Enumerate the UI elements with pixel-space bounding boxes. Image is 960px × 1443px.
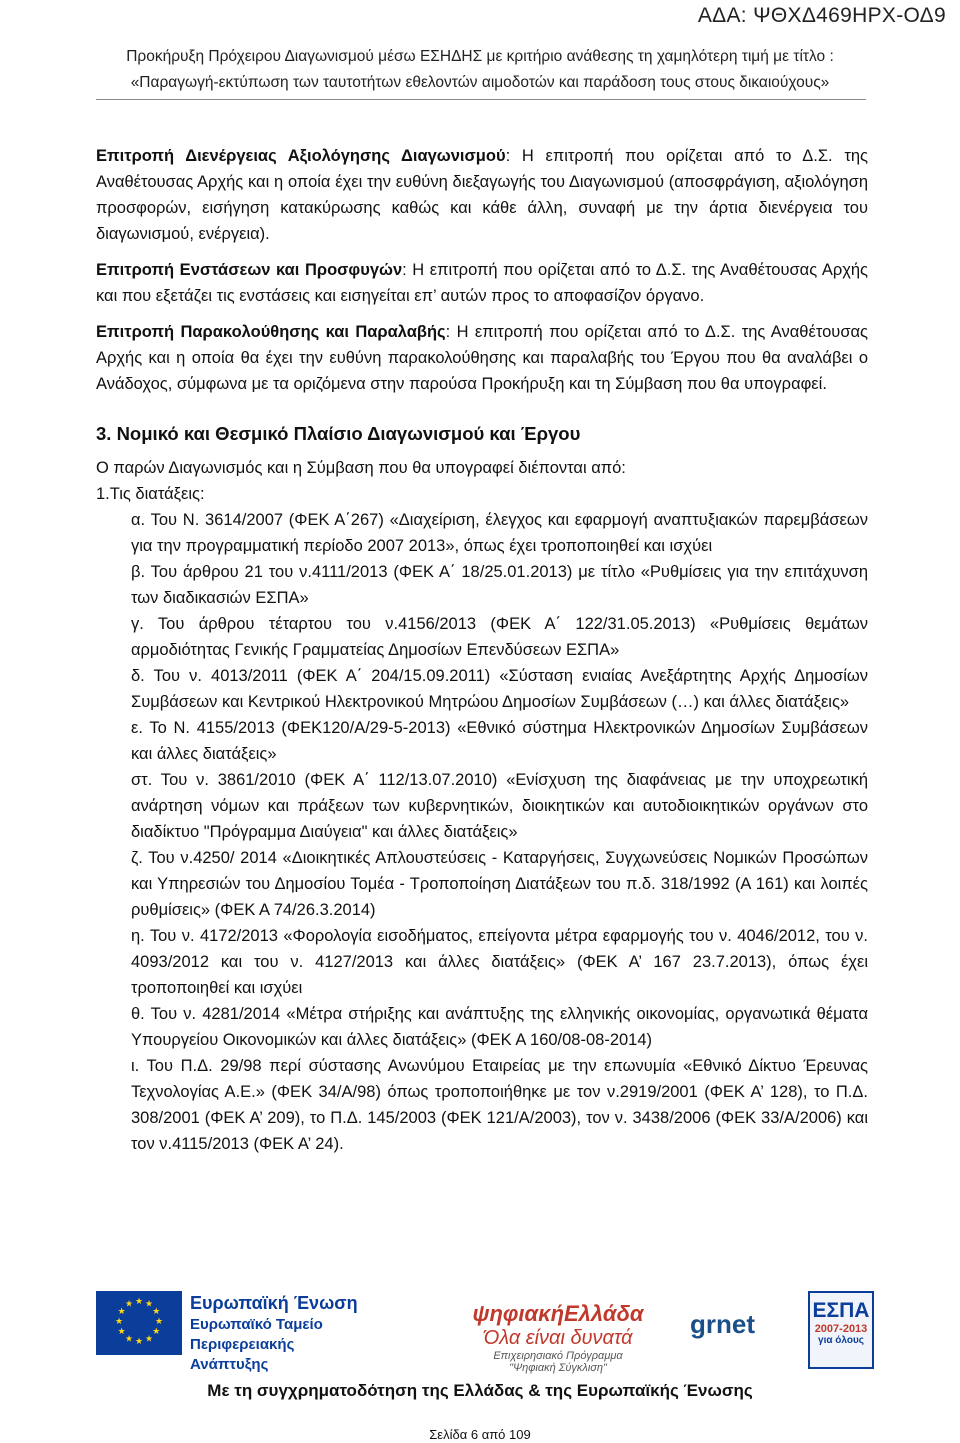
espa-title: ΕΣΠΑ — [812, 1299, 870, 1322]
sublist-title: 1.Τις διατάξεις: — [96, 485, 205, 503]
ada-code: ΑΔΑ: ΨΘΧΔ469ΗΡΧ-ΟΔ9 — [697, 4, 946, 27]
committee-text: : Η επιτροπή που ορίζεται από το Δ.Σ. της Αναθέτουσας Αρχής και η οποία έχει την ευθύνη διεξαγωγής του Διαγωνισμού (αποσφράγιση, αξιολόγηση προσφορών, εισήγηση κατακύρωσης καθώς και κάθε άλλη, συναφή με την άρτια διενέργεια του διαγωνισμού, ενέργεια). — [96, 147, 869, 243]
svg-text:★: ★ — [144, 1334, 154, 1345]
list-item: α. Του Ν. 3614/2007 (ΦΕΚ Α΄267) «Διαχείριση, έλεγχος και εφαρμογή αναπτυξιακών παρεμβάσεων για την προγραμματική περίοδο 2007 2013», όπως έχει τροποποιηθεί και ισχύει — [131, 511, 868, 555]
digital-program-name: "Ψηφιακή Σύγκλιση" — [509, 1362, 607, 1374]
svg-text:★: ★ — [124, 1299, 134, 1310]
digital-slogan: Όλα είναι δυνατά — [483, 1327, 633, 1349]
committee-text: : Η επιτροπή που ορίζεται από το Δ.Σ. της Αναθέτουσας Αρχής και η οποία θα έχει την ευθύνη παρακολούθησης και παραλαβής του Έργου που θα αναλάβει ο Ανάδοχος, σύμφωνα με τα οριζόμενα στην παρούσα Προκήρυξη και τη Σύμβαση που θα υπογραφεί. — [96, 323, 868, 393]
committee-title: Επιτροπή Παρακολούθησης και Παραλαβής — [96, 323, 446, 341]
svg-text:★: ★ — [134, 1297, 144, 1307]
list-item: δ. Του ν. 4013/2011 (ΦΕΚ Α΄ 204/15.09.2011) «Σύσταση ενιαίας Ανεξάρτητης Αρχής Δημοσίων Συμβάσεων και Κεντρικού Ηλεκτρονικού Μητρώου Δημοσίων Συμβάσεων (…) και άλλες διατάξεις» — [131, 667, 868, 711]
list-item: η. Του ν. 4172/2013 «Φορολογία εισοδήματος, επείγοντα μέτρα εφαρμογής του ν. 4046/2012, του ν. 4093/2012 και του ν. 4127/2013 και άλλες διατάξεις» (ΦΕΚ Α’ 167 23.7.2013), όπως έχει τροποποιηθεί και ισχύει — [131, 927, 868, 997]
eu-logo-text — [190, 1293, 358, 1375]
list-item: στ. Του ν. 3861/2010 (ΦΕΚ Α΄ 112/13.07.2010) «Ενίσχυση της διαφάνειας με την υποχρεωτική ανάρτηση νόμων και πράξεων των κυβερνητικών, διοικητικών και αυτοδιοικητικών οργάνων στο διαδίκτυο "Πρόγραμμα Διαύγεια" και άλλες διατάξεις» — [131, 771, 868, 841]
list-item: ζ. Του ν.4250/ 2014 «Διοικητικές Απλουστεύσεις - Καταργήσεις, Συγχωνεύσεις Νομικών Προσώπων και Υπηρεσιών του Δημοσίου Τομέα - Τροποποίηση Διατάξεων του π.δ. 318/1992 (Α 161) και λοιπές ρυθμίσεις» (ΦΕΚ Α 74/26.3.2014) — [131, 849, 868, 919]
svg-text:★: ★ — [152, 1327, 161, 1337]
header-line-1: Προκήρυξη Πρόχειρου Διαγωνισμού μέσω ΕΣΗΔΗΣ με κριτήριο ανάθεσης τη χαμηλότερη τιμή με τίτλο : — [126, 48, 834, 65]
document-header — [0, 44, 960, 96]
espa-logo — [808, 1291, 874, 1369]
page-number: Σελίδα 6 από 109 — [429, 1427, 531, 1442]
list-item: ι. Του Π.Δ. 29/98 περί σύστασης Ανωνύμου Εταιρείας με την επωνυμία «Εθνικό Δίκτυο Έρευνας Τεχνολογίας Α.Ε.» (ΦΕΚ 34/Α/98) όπως τροποποιήθηκε με τον ν.2919/2001 (ΦΕΚ Α’ 128), το Π.Δ. 308/2001 (ΦΕΚ Α’ 209), το Π.Δ. 145/2003 (ΦΕΚ 121/Α/2003), τον ν. 3438/2006 (ΦΕΚ 33/Α/2006) και τον ν.4115/2013 (ΦΕΚ Α’ 24). — [131, 1057, 868, 1153]
espa-years: 2007-2013 — [814, 1323, 868, 1335]
header-line-2: «Παραγωγή-εκτύπωση των ταυτοτήτων εθελοντών αιμοδοτών και παράδοση τους στους δικαιούχους» — [130, 74, 830, 91]
eu-fund-line: Ευρωπαϊκό Ταμείο — [190, 1316, 323, 1333]
eu-fund-line: Ανάπτυξης — [190, 1356, 269, 1373]
eu-stars-icon — [96, 1291, 182, 1355]
svg-text:★: ★ — [117, 1327, 126, 1337]
list-item: β. Του άρθρου 21 του ν.4111/2013 (ΦΕΚ Α΄ 18/25.01.2013) με τίτλο «Ρυθμίσεις για την επιτάχυνση των διαδικασιών ΕΣΠΑ» — [131, 563, 868, 607]
committee-monitoring — [96, 319, 868, 397]
header-divider — [96, 99, 866, 100]
committee-text: : Η επιτροπή που ορίζεται από το Δ.Σ. της Αναθέτουσας Αρχής και που εξετάζει τις ενστάσεις και εισηγείται επ’ αυτών προς το αποφασίζον όργανο. — [96, 261, 868, 305]
eu-flag-icon — [96, 1291, 182, 1355]
svg-text:★: ★ — [154, 1317, 164, 1327]
committee-title: Επιτροπή Διενέργειας Αξιολόγησης Διαγωνισμού — [96, 147, 506, 165]
svg-text:★: ★ — [114, 1317, 124, 1327]
provisions-list — [131, 507, 868, 1157]
section-heading: 3. Νομικό και Θεσμικό Πλαίσιο Διαγωνισμού και Έργου — [96, 423, 581, 444]
svg-text:★: ★ — [124, 1334, 134, 1345]
espa-slogan: για όλους — [818, 1335, 864, 1346]
svg-text:★: ★ — [152, 1307, 161, 1317]
cofunding-statement: Με τη συγχρηματοδότηση της Ελλάδας & της Ευρωπαϊκής Ένωσης — [207, 1381, 753, 1400]
list-item: θ. Του ν. 4281/2014 «Μέτρα στήριξης και ανάπτυξης της ελληνικής οικονομίας, οργανωτικά θέματα Υπουργείου Οικονομικών και άλλες διατάξεις» (ΦΕΚ Α 160/08-08-2014) — [131, 1005, 868, 1049]
digital-title: ψηφιακήΕλλάδα — [472, 1301, 644, 1326]
digital-greece-logo — [444, 1301, 672, 1374]
section-intro: Ο παρών Διαγωνισμός και η Σύμβαση που θα υπογραφεί διέπονται από: — [96, 459, 626, 477]
digital-program: Επιχειρησιακό Πρόγραμμα — [493, 1350, 623, 1362]
grnet-logo: grnet — [690, 1309, 755, 1339]
funding-logos — [0, 1287, 960, 1372]
document-body — [96, 143, 868, 1157]
svg-text:★: ★ — [144, 1299, 154, 1310]
list-item: ε. Το Ν. 4155/2013 (ΦΕΚ120/Α/29-5-2013) «Εθνικό σύστημα Ηλεκτρονικών Δημοσίων Συμβάσεων και άλλες διατάξεις» — [131, 719, 868, 763]
committee-objections — [96, 257, 868, 309]
list-item: γ. Του άρθρου τέταρτου του ν.4156/2013 (ΦΕΚ Α΄ 122/31.05.2013) «Ρυθμίσεις θεμάτων αρμοδιότητας Γενικής Γραμματείας Δημοσίων Επενδύσεων ΕΣΠΑ» — [131, 615, 868, 659]
eu-fund-line: Περιφερειακής — [190, 1336, 295, 1353]
svg-text:★: ★ — [134, 1337, 144, 1347]
eu-title: Ευρωπαϊκή Ένωση — [190, 1293, 358, 1313]
committee-title: Επιτροπή Ενστάσεων και Προσφυγών — [96, 261, 403, 279]
committee-evaluation — [96, 143, 868, 247]
svg-text:★: ★ — [117, 1307, 126, 1317]
